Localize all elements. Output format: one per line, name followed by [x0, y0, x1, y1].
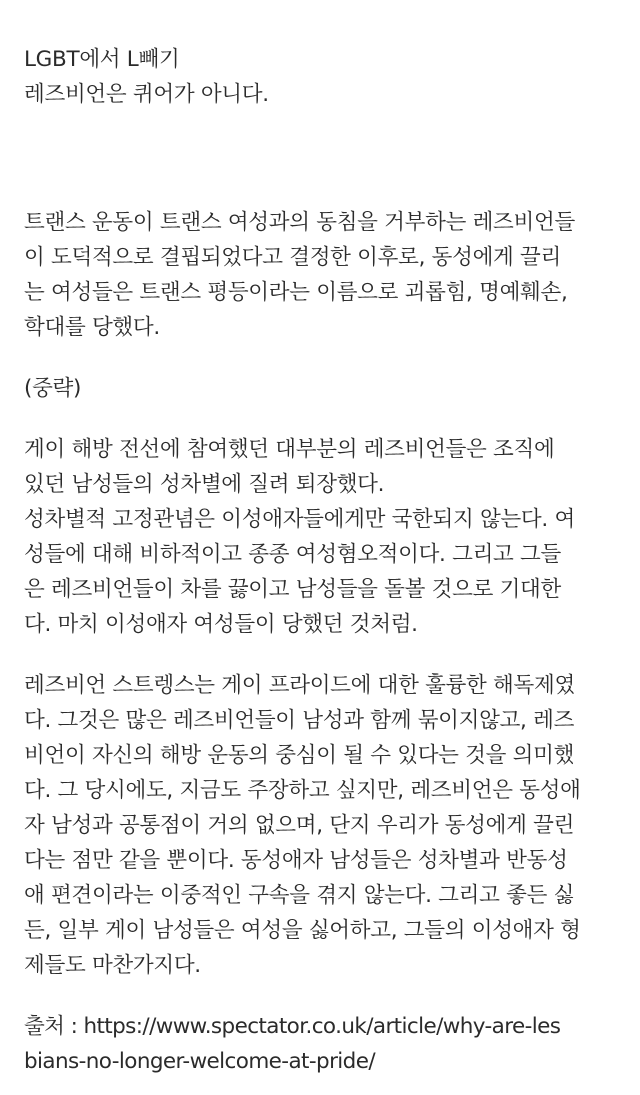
- paragraph-line: 학대를 당했다.: [24, 315, 160, 340]
- paragraph-line: 자 남성과 공통점이 거의 없으며, 단지 우리가 동성에게 끌린: [24, 813, 575, 838]
- paragraph-line: 레즈비언 스트렝스는 게이 프라이드에 대한 훌륭한 해독제였: [24, 673, 575, 698]
- paragraph-line: 는 여성들은 트랜스 평등이라는 이름으로 괴롭힘, 명예훼손,: [24, 280, 568, 305]
- paragraph-line: 이 도덕적으로 결핍되었다고 결정한 이후로, 동성에게 끌리: [24, 245, 561, 270]
- paragraph-line: 있던 남성들의 성차별에 질려 퇴장했다.: [24, 472, 385, 497]
- source-block[interactable]: [24, 1009, 624, 1079]
- paragraph-line: 은 레즈비언들이 차를 끓이고 남성들을 돌볼 것으로 기대한: [24, 577, 561, 602]
- title-line-1: LGBT에서 L빼기: [24, 47, 180, 72]
- omission-note: (중략): [24, 376, 82, 401]
- paragraph-line: 든, 일부 게이 남성들은 여성을 싫어하고, 그들의 이성애자 형: [24, 918, 581, 943]
- paragraph-line: 성들에 대해 비하적이고 종종 여성혐오적이다. 그리고 그들: [24, 542, 561, 567]
- source-line[interactable]: 출처 : https://www.spectator.co.uk/article/why-are-les: [24, 1014, 561, 1039]
- title-line-2: 레즈비언은 퀴어가 아니다.: [24, 82, 269, 107]
- paragraph-line: 다는 점만 같을 뿐이다. 동성애자 남성들은 성차별과 반동성: [24, 848, 568, 873]
- paragraph-line: 게이 해방 전선에 참여했던 대부분의 레즈비언들은 조직에: [24, 437, 555, 462]
- paragraph-line: 다. 그것은 많은 레즈비언들이 남성과 함께 묶이지않고, 레즈: [24, 708, 575, 733]
- spacer: [24, 642, 624, 668]
- source-line[interactable]: bians-no-longer-welcome-at-pride/: [24, 1049, 376, 1074]
- title-block: [24, 42, 624, 112]
- paragraph-line: 다. 마치 이성애자 여성들이 당했던 것처럼.: [24, 612, 418, 637]
- spacer: [24, 406, 624, 432]
- paragraph-1: [24, 205, 624, 345]
- paragraph-line: 애 편견이라는 이중적인 구속을 겪지 않는다. 그리고 좋든 싫: [24, 883, 575, 908]
- paragraph-line: 다. 그 당시에도, 지금도 주장하고 싶지만, 레즈비언은 동성애: [24, 778, 581, 803]
- paragraph-line: 비언이 자신의 해방 운동의 중심이 될 수 있다는 것을 의미했: [24, 743, 575, 768]
- spacer: [24, 345, 624, 371]
- paragraph-3: [24, 668, 624, 983]
- spacer: [24, 983, 624, 1009]
- paragraph-line: 트랜스 운동이 트랜스 여성과의 동침을 거부하는 레즈비언들: [24, 210, 575, 235]
- paragraph-line: 성차별적 고정관념은 이성애자들에게만 국한되지 않는다. 여: [24, 507, 575, 532]
- paragraph-2: [24, 432, 624, 642]
- spacer: [24, 112, 624, 205]
- paragraph-line: 제들도 마찬가지다.: [24, 953, 201, 978]
